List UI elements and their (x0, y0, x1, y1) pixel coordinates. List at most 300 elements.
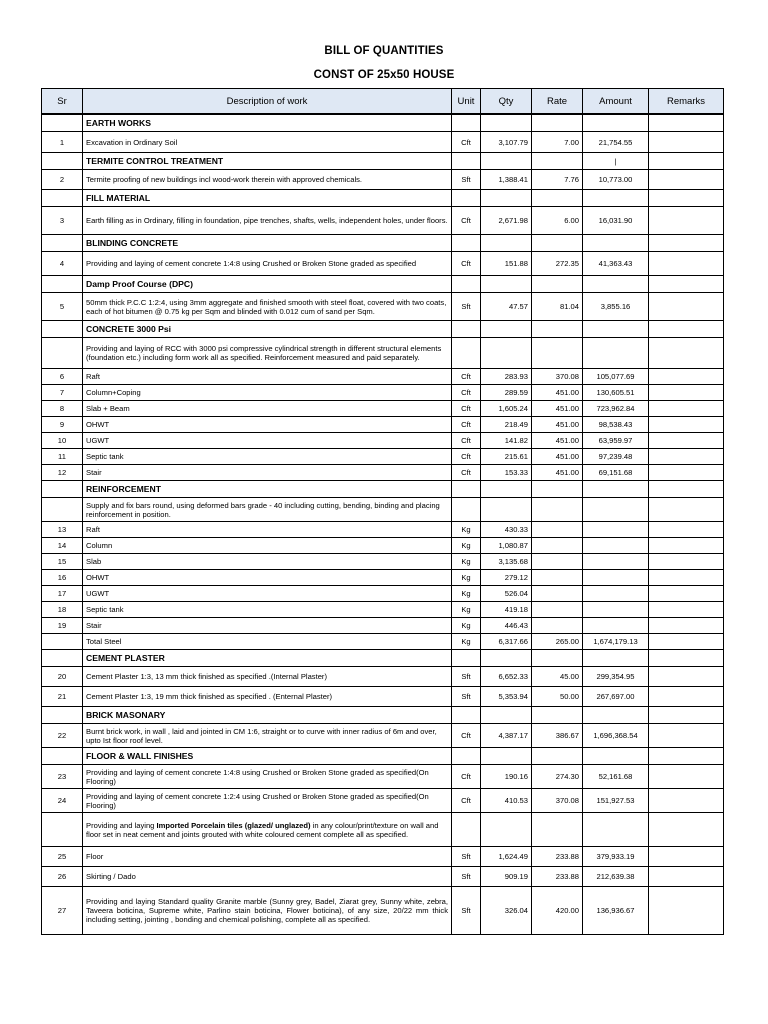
qty-cell: 410.53 (481, 789, 532, 813)
remarks-cell (649, 190, 724, 207)
section-title: Damp Proof Course (DPC) (83, 276, 452, 293)
qty-cell: 2,671.98 (481, 207, 532, 235)
rate-cell (532, 190, 583, 207)
unit-cell: Sft (452, 847, 481, 867)
amount-cell: 723,962.84 (583, 401, 649, 417)
description-cell: Raft (83, 369, 452, 385)
remarks-cell (649, 522, 724, 538)
qty-cell (481, 707, 532, 724)
section-row (42, 235, 724, 252)
remarks-cell (649, 252, 724, 276)
col-header-amount: Amount (583, 89, 649, 115)
description-cell: Burnt brick work, in wall , laid and jointed in CM 1:6, straight or to curve with inner radius of 6m and over, upto Ist floor roof level. (83, 724, 452, 748)
sr-cell: 6 (42, 369, 83, 385)
rate-cell (532, 554, 583, 570)
unit-cell: Kg (452, 554, 481, 570)
rate-cell (532, 813, 583, 847)
sr-cell: 7 (42, 385, 83, 401)
section-title: FILL MATERIAL (83, 190, 452, 207)
remarks-cell (649, 724, 724, 748)
col-header-description: Description of work (83, 89, 452, 115)
amount-cell (583, 235, 649, 252)
section-row (42, 748, 724, 765)
unit-cell: Cft (452, 132, 481, 153)
amount-cell: 130,605.51 (583, 385, 649, 401)
qty-cell (481, 235, 532, 252)
remarks-cell (649, 170, 724, 190)
unit-cell: Cft (452, 207, 481, 235)
description-text: in any colour/print/texture on wall and floor set in neat cement and joints grouted with white coloured cement complete all as specified. (86, 820, 439, 839)
unit-cell: Sft (452, 170, 481, 190)
amount-cell: 10,773.00 (583, 170, 649, 190)
remarks-cell (649, 235, 724, 252)
item-row (42, 724, 724, 748)
qty-cell: 1,605.24 (481, 401, 532, 417)
amount-cell: 98,538.43 (583, 417, 649, 433)
qty-cell: 5,353.94 (481, 687, 532, 707)
item-row (42, 586, 724, 602)
description-cell: Skirting / Dado (83, 867, 452, 887)
amount-cell: 136,936.67 (583, 887, 649, 935)
rate-cell: 233.88 (532, 867, 583, 887)
sr-cell: 9 (42, 417, 83, 433)
unit-cell (452, 650, 481, 667)
amount-cell (583, 481, 649, 498)
rate-cell (532, 602, 583, 618)
qty-cell: 283.93 (481, 369, 532, 385)
qty-cell: 909.19 (481, 867, 532, 887)
qty-cell: 4,387.17 (481, 724, 532, 748)
description-emphasis: Imported Porcelain tiles (glazed/ unglazed) (156, 820, 311, 830)
rate-cell: 451.00 (532, 465, 583, 481)
remarks-cell (649, 276, 724, 293)
rate-cell: 370.08 (532, 789, 583, 813)
section-row (42, 650, 724, 667)
rate-cell: 451.00 (532, 417, 583, 433)
amount-cell (583, 554, 649, 570)
unit-cell (452, 321, 481, 338)
remarks-cell (649, 385, 724, 401)
unit-cell: Cft (452, 465, 481, 481)
amount-cell: 212,639.38 (583, 867, 649, 887)
section-row (42, 276, 724, 293)
sr-cell: 25 (42, 847, 83, 867)
rate-cell: 7.76 (532, 170, 583, 190)
item-row (42, 554, 724, 570)
qty-cell (481, 650, 532, 667)
sr-cell: 1 (42, 132, 83, 153)
amount-cell (583, 338, 649, 369)
remarks-cell (649, 433, 724, 449)
amount-cell (583, 586, 649, 602)
sr-cell (42, 153, 83, 170)
item-row (42, 369, 724, 385)
unit-cell: Sft (452, 867, 481, 887)
sr-cell: 16 (42, 570, 83, 586)
unit-cell (452, 276, 481, 293)
rate-cell (532, 235, 583, 252)
remarks-cell (649, 338, 724, 369)
amount-cell: 41,363.43 (583, 252, 649, 276)
description-cell (83, 813, 452, 847)
remarks-cell (649, 114, 724, 132)
item-row (42, 813, 724, 847)
remarks-cell (649, 867, 724, 887)
sr-cell: 18 (42, 602, 83, 618)
sr-cell (42, 235, 83, 252)
unit-cell (452, 153, 481, 170)
sr-cell: 26 (42, 867, 83, 887)
description-cell: OHWT (83, 417, 452, 433)
col-header-qty: Qty (481, 89, 532, 115)
unit-cell: Kg (452, 570, 481, 586)
sr-cell (42, 190, 83, 207)
remarks-cell (649, 153, 724, 170)
rate-cell (532, 586, 583, 602)
unit-cell: Kg (452, 586, 481, 602)
remarks-cell (649, 207, 724, 235)
rate-cell: 274.30 (532, 765, 583, 789)
header-row (42, 89, 724, 115)
remarks-cell (649, 570, 724, 586)
qty-cell: 3,107.79 (481, 132, 532, 153)
qty-cell: 446.43 (481, 618, 532, 634)
remarks-cell (649, 847, 724, 867)
rate-cell (532, 707, 583, 724)
rate-cell (532, 570, 583, 586)
unit-cell: Cft (452, 724, 481, 748)
unit-cell (452, 748, 481, 765)
qty-cell: 151.88 (481, 252, 532, 276)
unit-cell (452, 235, 481, 252)
description-cell: OHWT (83, 570, 452, 586)
section-title: BLINDING CONCRETE (83, 235, 452, 252)
unit-cell (452, 338, 481, 369)
qty-cell: 218.49 (481, 417, 532, 433)
amount-cell (583, 522, 649, 538)
amount-cell (583, 602, 649, 618)
section-row (42, 153, 724, 170)
qty-cell: 3,135.68 (481, 554, 532, 570)
qty-cell: 419.18 (481, 602, 532, 618)
item-row (42, 449, 724, 465)
section-title: BRICK MASONARY (83, 707, 452, 724)
sr-cell: 27 (42, 887, 83, 935)
qty-cell (481, 481, 532, 498)
section-title: CEMENT PLASTER (83, 650, 452, 667)
rate-cell (532, 538, 583, 554)
rate-cell: 451.00 (532, 401, 583, 417)
item-row (42, 538, 724, 554)
item-row (42, 207, 724, 235)
section-row (42, 114, 724, 132)
remarks-cell (649, 765, 724, 789)
description-cell: Septic tank (83, 449, 452, 465)
item-row (42, 433, 724, 449)
remarks-cell (649, 586, 724, 602)
remarks-cell (649, 887, 724, 935)
rate-cell: 265.00 (532, 634, 583, 650)
sr-cell: 22 (42, 724, 83, 748)
qty-cell (481, 276, 532, 293)
amount-cell (583, 498, 649, 522)
amount-cell (583, 748, 649, 765)
qty-cell: 326.04 (481, 887, 532, 935)
sr-cell (42, 748, 83, 765)
amount-cell: 21,754.55 (583, 132, 649, 153)
rate-cell: 272.35 (532, 252, 583, 276)
amount-cell: 3,855.16 (583, 293, 649, 321)
amount-cell: 63,959.97 (583, 433, 649, 449)
unit-cell: Cft (452, 789, 481, 813)
qty-cell: 141.82 (481, 433, 532, 449)
item-row (42, 887, 724, 935)
remarks-cell (649, 417, 724, 433)
unit-cell: Kg (452, 634, 481, 650)
col-header-unit: Unit (452, 89, 481, 115)
rate-cell: 386.67 (532, 724, 583, 748)
remarks-cell (649, 602, 724, 618)
qty-cell: 47.57 (481, 293, 532, 321)
description-cell: Providing and laying of cement concrete 1:4:8 using Crushed or Broken Stone graded as specified(On Flooring) (83, 765, 452, 789)
rate-cell: 7.00 (532, 132, 583, 153)
description-cell: Supply and fix bars round, using deformed bars grade - 40 including cutting, bending, binding and placing reinforcement in position. (83, 498, 452, 522)
amount-cell: 16,031.90 (583, 207, 649, 235)
item-row (42, 417, 724, 433)
sr-cell: 2 (42, 170, 83, 190)
col-header-remarks: Remarks (649, 89, 724, 115)
unit-cell: Cft (452, 385, 481, 401)
qty-cell: 289.59 (481, 385, 532, 401)
description-cell: Termite proofing of new buildings incl wood-work therein with approved chemicals. (83, 170, 452, 190)
qty-cell: 215.61 (481, 449, 532, 465)
item-row (42, 867, 724, 887)
section-title: EARTH WORKS (83, 114, 452, 132)
sr-cell: 11 (42, 449, 83, 465)
qty-cell (481, 338, 532, 369)
unit-cell: Kg (452, 618, 481, 634)
rate-cell (532, 650, 583, 667)
rate-cell (532, 153, 583, 170)
remarks-cell (649, 481, 724, 498)
sr-cell: 23 (42, 765, 83, 789)
unit-cell: Sft (452, 887, 481, 935)
sr-cell: 4 (42, 252, 83, 276)
description-cell: Providing and laying of cement concrete 1:2:4 using Crushed or Broken Stone graded as specified(On Flooring) (83, 789, 452, 813)
qty-cell (481, 114, 532, 132)
sr-cell: 20 (42, 667, 83, 687)
rate-cell: 50.00 (532, 687, 583, 707)
amount-cell: 52,161.68 (583, 765, 649, 789)
item-row (42, 132, 724, 153)
unit-cell: Cft (452, 433, 481, 449)
rate-cell: 81.04 (532, 293, 583, 321)
qty-cell (481, 813, 532, 847)
description-cell: Providing and laying of cement concrete 1:4:8 using Crushed or Broken Stone graded as specified (83, 252, 452, 276)
sr-cell (42, 321, 83, 338)
remarks-cell (649, 554, 724, 570)
qty-cell: 1,624.49 (481, 847, 532, 867)
section-title: FLOOR & WALL FINISHES (83, 748, 452, 765)
description-cell: Stair (83, 465, 452, 481)
item-row (42, 170, 724, 190)
section-title: REINFORCEMENT (83, 481, 452, 498)
sr-cell: 21 (42, 687, 83, 707)
document-title: BILL OF QUANTITIES (324, 45, 444, 57)
amount-cell (583, 114, 649, 132)
qty-cell (481, 498, 532, 522)
amount-cell (583, 276, 649, 293)
unit-cell: Cft (452, 369, 481, 385)
amount-cell (583, 707, 649, 724)
section-title: TERMITE CONTROL TREATMENT (83, 153, 452, 170)
unit-cell: Kg (452, 602, 481, 618)
remarks-cell (649, 538, 724, 554)
rate-cell (532, 618, 583, 634)
amount-cell: 1,674,179.13 (583, 634, 649, 650)
description-cell: Column+Coping (83, 385, 452, 401)
amount-cell (583, 650, 649, 667)
item-row (42, 465, 724, 481)
unit-cell (452, 481, 481, 498)
description-cell: Earth filling as in Ordinary, filling in foundation, pipe trenches, shafts, wells, independent holes, under floors. (83, 207, 452, 235)
sr-cell: 10 (42, 433, 83, 449)
unit-cell: Sft (452, 667, 481, 687)
qty-cell: 1,080.87 (481, 538, 532, 554)
item-row (42, 765, 724, 789)
remarks-cell (649, 449, 724, 465)
rate-cell (532, 276, 583, 293)
description-cell: Slab + Beam (83, 401, 452, 417)
description-cell: Excavation in Ordinary Soil (83, 132, 452, 153)
sr-cell (42, 338, 83, 369)
rate-cell: 420.00 (532, 887, 583, 935)
rate-cell (532, 338, 583, 369)
item-row (42, 385, 724, 401)
remarks-cell (649, 687, 724, 707)
item-row (42, 293, 724, 321)
rate-cell: 451.00 (532, 433, 583, 449)
description-cell: Floor (83, 847, 452, 867)
qty-cell: 279.12 (481, 570, 532, 586)
unit-cell: Cft (452, 417, 481, 433)
remarks-cell (649, 293, 724, 321)
amount-cell: | (583, 153, 649, 170)
item-row (42, 618, 724, 634)
amount-cell: 379,933.19 (583, 847, 649, 867)
sr-cell: 14 (42, 538, 83, 554)
sr-cell: 19 (42, 618, 83, 634)
item-row (42, 401, 724, 417)
rate-cell: 451.00 (532, 385, 583, 401)
amount-cell: 267,697.00 (583, 687, 649, 707)
sr-cell: 8 (42, 401, 83, 417)
item-row (42, 687, 724, 707)
sr-cell (42, 276, 83, 293)
amount-cell: 97,239.48 (583, 449, 649, 465)
qty-cell: 1,388.41 (481, 170, 532, 190)
rate-cell (532, 114, 583, 132)
amount-cell (583, 813, 649, 847)
item-row (42, 847, 724, 867)
unit-cell: Sft (452, 293, 481, 321)
rate-cell: 370.08 (532, 369, 583, 385)
description-cell: 50mm thick P.C.C 1:2:4, using 3mm aggregate and finished smooth with steel float, covered with two coats, each of hot bitumen @ 0.75 kg per Sqm and blinded with 0.012 cum of sand per Sqm. (83, 293, 452, 321)
qty-cell: 6,317.66 (481, 634, 532, 650)
description-cell: UGWT (83, 586, 452, 602)
item-row (42, 252, 724, 276)
item-row (42, 570, 724, 586)
remarks-cell (649, 321, 724, 338)
sr-cell: 5 (42, 293, 83, 321)
unit-cell: Sft (452, 687, 481, 707)
qty-cell (481, 748, 532, 765)
boq-table (41, 88, 724, 935)
unit-cell (452, 190, 481, 207)
sr-cell (42, 813, 83, 847)
qty-cell: 6,652.33 (481, 667, 532, 687)
item-row (42, 634, 724, 650)
section-row (42, 707, 724, 724)
amount-cell (583, 190, 649, 207)
sr-cell: 13 (42, 522, 83, 538)
sr-cell: 15 (42, 554, 83, 570)
rate-cell: 45.00 (532, 667, 583, 687)
unit-cell: Cft (452, 401, 481, 417)
amount-cell (583, 618, 649, 634)
item-row (42, 789, 724, 813)
qty-cell: 430.33 (481, 522, 532, 538)
section-title: CONCRETE 3000 Psi (83, 321, 452, 338)
rate-cell (532, 481, 583, 498)
sr-cell: 12 (42, 465, 83, 481)
item-row (42, 602, 724, 618)
amount-cell: 105,077.69 (583, 369, 649, 385)
qty-cell (481, 153, 532, 170)
remarks-cell (649, 369, 724, 385)
description-cell: Septic tank (83, 602, 452, 618)
remarks-cell (649, 667, 724, 687)
boq-body (42, 114, 724, 935)
description-cell: Cement Plaster 1:3, 13 mm thick finished as specified .(Internal Plaster) (83, 667, 452, 687)
amount-cell (583, 538, 649, 554)
amount-cell: 1,696,368.54 (583, 724, 649, 748)
unit-cell (452, 498, 481, 522)
section-row (42, 481, 724, 498)
remarks-cell (649, 650, 724, 667)
sr-cell (42, 707, 83, 724)
sr-cell: 3 (42, 207, 83, 235)
item-row (42, 498, 724, 522)
description-cell: Total Steel (83, 634, 452, 650)
item-row (42, 667, 724, 687)
description-cell: Column (83, 538, 452, 554)
section-row (42, 190, 724, 207)
qty-cell: 190.16 (481, 765, 532, 789)
amount-cell: 299,354.95 (583, 667, 649, 687)
qty-cell: 153.33 (481, 465, 532, 481)
sr-cell (42, 634, 83, 650)
description-cell: UGWT (83, 433, 452, 449)
remarks-cell (649, 465, 724, 481)
sr-cell (42, 650, 83, 667)
item-row (42, 522, 724, 538)
col-header-sr: Sr (42, 89, 83, 115)
sr-cell (42, 498, 83, 522)
amount-cell (583, 321, 649, 338)
description-cell: Raft (83, 522, 452, 538)
description-cell: Slab (83, 554, 452, 570)
